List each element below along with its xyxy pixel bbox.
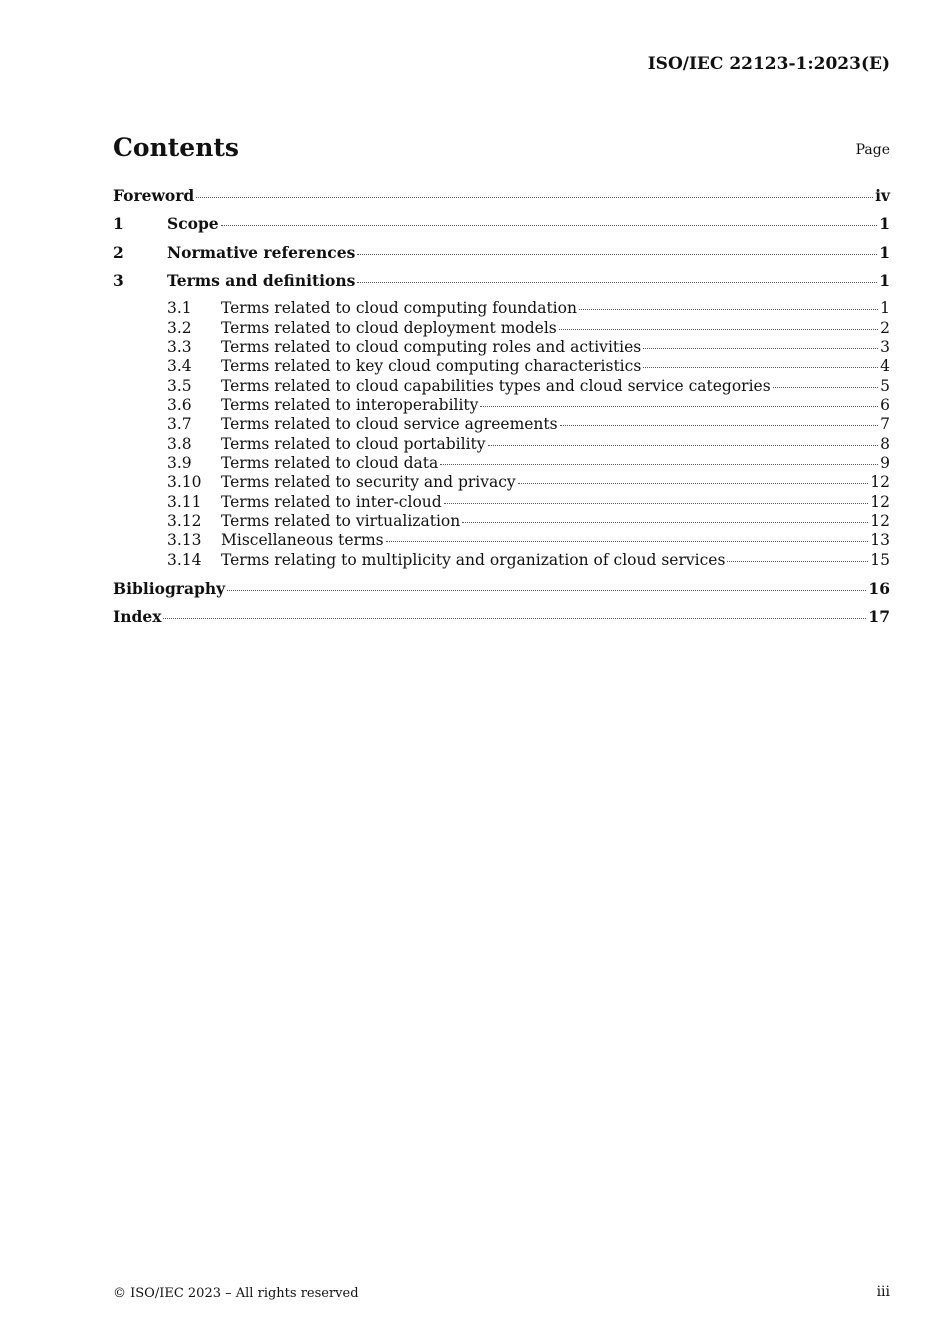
dot-leader xyxy=(773,387,878,388)
toc-entry-label: Terms and definitions xyxy=(167,270,356,290)
page-title: Contents xyxy=(113,133,240,162)
toc-subentry[interactable] xyxy=(113,493,890,512)
toc-subentry[interactable] xyxy=(113,531,890,550)
toc-entry-number: 1 xyxy=(113,214,124,234)
toc-entry-page: 7 xyxy=(880,415,890,434)
toc-entry-label: Terms related to cloud service agreements xyxy=(221,415,558,434)
dot-leader xyxy=(579,309,878,310)
dot-leader xyxy=(227,590,866,591)
dot-leader xyxy=(357,282,877,283)
toc-entry-label: Miscellaneous terms xyxy=(221,531,384,550)
toc-entry-number: 3.12 xyxy=(167,511,202,530)
dot-leader xyxy=(643,367,878,368)
toc-entry[interactable] xyxy=(113,186,890,214)
toc-entry-page: 1 xyxy=(880,299,890,318)
toc-entry-page: 12 xyxy=(870,473,890,492)
toc-entry-page: 16 xyxy=(868,579,890,598)
dot-leader xyxy=(480,406,878,407)
toc-entry-page: 1 xyxy=(879,270,890,290)
toc-entry-number: 3.8 xyxy=(167,434,192,453)
toc-entry-number: 3.2 xyxy=(167,318,192,337)
toc-entry-page: 4 xyxy=(880,357,890,376)
toc-entry-page: 17 xyxy=(868,607,890,627)
toc-entry-label: Terms relating to multiplicity and organization of cloud services xyxy=(221,550,726,569)
toc-entry-page: 5 xyxy=(880,376,890,395)
toc-entry-number: 3.11 xyxy=(167,492,202,511)
toc-entry-page: 12 xyxy=(870,511,890,530)
toc-subentry[interactable] xyxy=(113,377,890,396)
toc-entry-label: Scope xyxy=(167,214,219,234)
toc-subentry[interactable] xyxy=(113,512,890,531)
table-of-contents xyxy=(113,186,890,636)
toc-entry[interactable] xyxy=(113,243,890,271)
toc-subentry[interactable] xyxy=(113,473,890,492)
toc-entry-label: Index xyxy=(113,607,162,627)
toc-subentry[interactable] xyxy=(113,551,890,570)
toc-entry[interactable] xyxy=(113,271,890,299)
toc-entry-number: 3.3 xyxy=(167,337,192,356)
dot-leader xyxy=(518,483,869,484)
toc-entry[interactable] xyxy=(113,214,890,242)
toc-entry-number: 3.1 xyxy=(167,299,192,318)
toc-entry-page: 1 xyxy=(879,214,890,234)
toc-entry-number: 3.4 xyxy=(167,357,192,376)
toc-entry-number: 3 xyxy=(113,270,124,290)
toc-subentry[interactable] xyxy=(113,338,890,357)
toc-entry-page: 9 xyxy=(880,453,890,472)
toc-entry-page: 1 xyxy=(879,242,890,262)
dot-leader xyxy=(488,445,879,446)
dot-leader xyxy=(462,522,868,523)
dot-leader xyxy=(444,503,869,504)
toc-entry-number: 2 xyxy=(113,242,124,262)
dot-leader xyxy=(357,254,877,255)
toc-entry-label: Terms related to interoperability xyxy=(221,395,479,414)
toc-entry-number: 3.13 xyxy=(167,531,202,550)
toc-entry-number: 3.14 xyxy=(167,550,202,569)
toc-entry-label: Bibliography xyxy=(113,579,226,598)
dot-leader xyxy=(727,561,868,562)
document-reference: ISO/IEC 22123-1:2023(E) xyxy=(647,54,890,74)
toc-entry-page: 13 xyxy=(870,531,890,550)
toc-entry-label: Foreword xyxy=(113,186,195,205)
footer-copyright: © ISO/IEC 2023 – All rights reserved xyxy=(113,1286,359,1301)
dot-leader xyxy=(196,197,873,198)
toc-entry-label: Terms related to virtualization xyxy=(221,511,461,530)
toc-entry-label: Terms related to cloud data xyxy=(221,453,439,472)
toc-entry-label: Terms related to key cloud computing characteristics xyxy=(221,357,642,376)
toc-entry-page: 3 xyxy=(880,337,890,356)
toc-entry-number: 3.7 xyxy=(167,415,192,434)
toc-entry-number: 3.10 xyxy=(167,473,202,492)
toc-entry-page: 12 xyxy=(870,492,890,511)
toc-entry[interactable] xyxy=(113,607,890,635)
dot-leader xyxy=(221,225,878,226)
toc-subentry[interactable] xyxy=(113,299,890,318)
footer-page-number: iii xyxy=(876,1284,890,1300)
dot-leader xyxy=(163,618,866,619)
toc-entry-label: Terms related to security and privacy xyxy=(221,473,516,492)
toc-entry-label: Terms related to cloud computing roles and activities xyxy=(221,337,642,356)
page-column-label: Page xyxy=(855,142,890,158)
toc-subentry[interactable] xyxy=(113,396,890,415)
toc-subentry[interactable] xyxy=(113,319,890,338)
toc-entry-page: 8 xyxy=(880,434,890,453)
toc-subentry[interactable] xyxy=(113,415,890,434)
dot-leader xyxy=(559,329,878,330)
toc-entry-label: Normative references xyxy=(167,242,356,262)
toc-subentry[interactable] xyxy=(113,454,890,473)
toc-entry-label: Terms related to cloud deployment models xyxy=(221,318,557,337)
toc-entry-page: 6 xyxy=(880,395,890,414)
toc-entry[interactable] xyxy=(113,579,890,607)
dot-leader xyxy=(560,425,879,426)
toc-entry-label: Terms related to cloud portability xyxy=(221,434,486,453)
toc-entry-number: 3.6 xyxy=(167,395,192,414)
toc-entry-number: 3.9 xyxy=(167,453,192,472)
toc-subentry[interactable] xyxy=(113,435,890,454)
toc-entry-page: 15 xyxy=(870,550,890,569)
dot-leader xyxy=(440,464,878,465)
toc-subentry[interactable] xyxy=(113,357,890,376)
toc-entry-number: 3.5 xyxy=(167,376,192,395)
toc-entry-page: iv xyxy=(875,186,890,205)
toc-entry-label: Terms related to inter-cloud xyxy=(221,492,442,511)
dot-leader xyxy=(386,541,869,542)
toc-entry-label: Terms related to cloud computing foundation xyxy=(221,299,577,318)
dot-leader xyxy=(643,348,878,349)
toc-entry-label: Terms related to cloud capabilities types and cloud service categories xyxy=(221,376,771,395)
toc-entry-page: 2 xyxy=(880,318,890,337)
